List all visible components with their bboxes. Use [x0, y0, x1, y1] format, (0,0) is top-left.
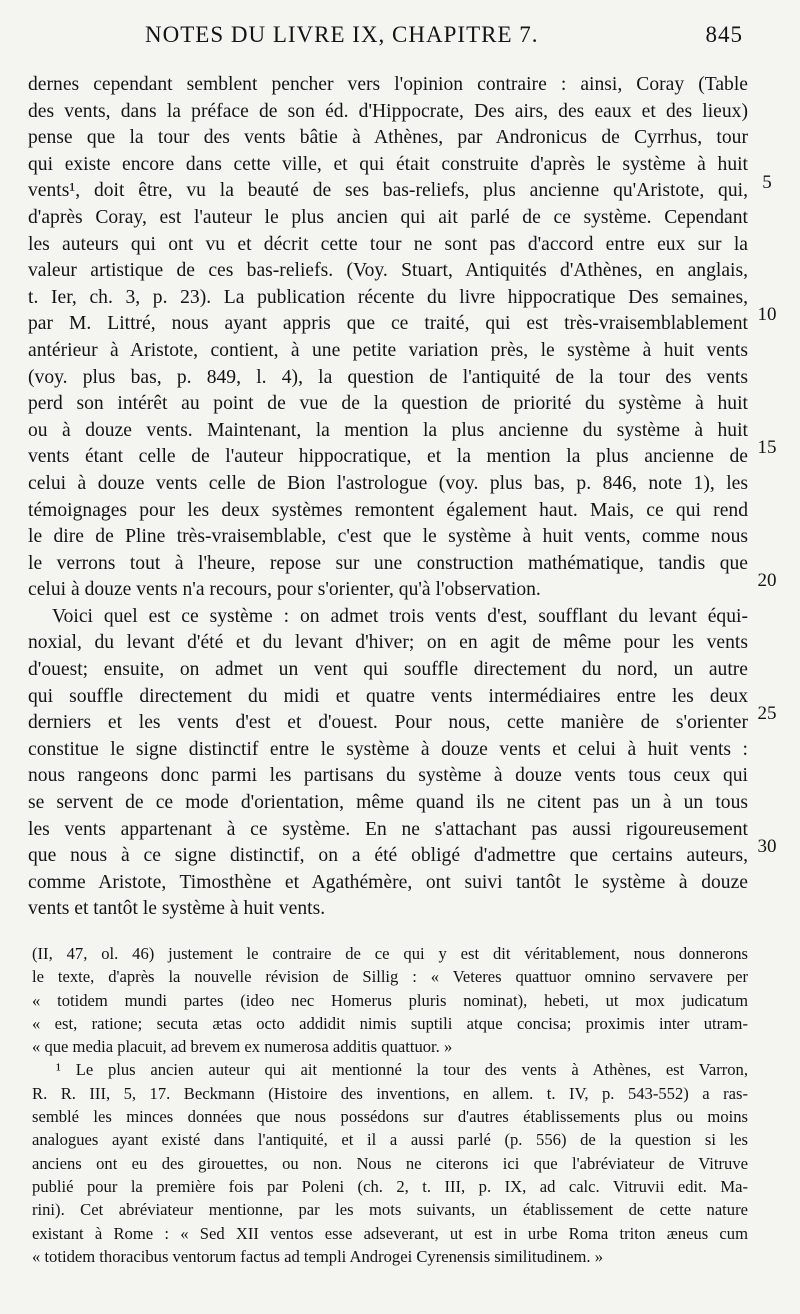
text-line: le verrons tout à l'heure, repose sur une construction mathématique, tandis que — [28, 552, 748, 574]
text-line: nous rangeons donc parmi les partisans du système à douze vents tous ceux qui — [28, 765, 748, 787]
footnote-line: publié pour la première fois par Poleni (ch. 2, t. III, p. IX, ad calc. Vitruvii edit. Ma- — [32, 1176, 748, 1196]
line-number: 25 — [757, 703, 777, 724]
text-line: constitue le signe distinctif entre le système à douze vents et celui à huit vents : — [28, 738, 748, 760]
text-line: des vents, dans la préface de son éd. d'Hippocrate, Des airs, des eaux et des lieux) — [28, 100, 748, 122]
footnote-line: semblé les minces données que nous possédons sur d'autres établissements plus ou moins — [32, 1107, 748, 1127]
text-line: que nous à ce signe distinctif, on a été obligé d'admettre que certains auteurs, — [28, 845, 748, 867]
text-line: perd son intérêt au point de vue de la question de priorité du système à huit — [28, 393, 748, 415]
line-number: 15 — [757, 437, 777, 458]
footnote-line: « totidem thoracibus ventorum factus ad templi Androgei Cyrenensis similitudinem. » — [32, 1246, 604, 1266]
text-line: valeur artistique de ces bas-reliefs. (Voy. Stuart, Antiquités d'Athènes, en anglais, — [28, 260, 748, 282]
footnote-line: le texte, d'après la nouvelle révision de Sillig : « Veteres quattuor omnino servavere per — [32, 967, 748, 987]
text-line: t. Ier, ch. 3, p. 23). La publication récente du livre hippocratique Des semaines, — [28, 286, 748, 308]
text-line: comme Aristote, Timosthène et Agathémère, ont suivi tantôt le système à douze — [28, 871, 748, 893]
text-line: Voici quel est ce système : on admet trois vents d'est, soufflant du levant équi- — [52, 605, 748, 627]
line-number: 20 — [757, 570, 777, 591]
text-line: (voy. plus bas, p. 849, l. 4), la question de l'antiquité de la tour des vents — [28, 366, 748, 388]
line-number: 30 — [757, 836, 777, 857]
text-line: le dire de Pline très-vraisemblable, c'est que le système à huit vents, comme nous — [28, 526, 748, 548]
footnote-line: existant à Rome : « Sed XII ventos esse adseverant, ut est in urbe Roma triton æneus cum — [32, 1223, 748, 1243]
text-line: vents et tantôt le système à huit vents. — [28, 898, 326, 920]
text-line: ou à douze vents. Maintenant, la mention la plus ancienne du système à huit — [28, 419, 748, 441]
text-line: vents¹, doit être, vu la beauté de ses bas-reliefs, plus ancienne qu'Aristote, qui, — [28, 180, 748, 202]
footnote-line: « totidem mundi partes (ideo nec Homerus pluris nominat), hebeti, ut mox judicatum — [32, 990, 748, 1010]
footnote-line: « que media placuit, ad brevem ex numerosa additis quattuor. » — [32, 1037, 453, 1057]
footnote-line: R. R. III, 5, 17. Beckmann (Histoire des inventions, en allem. t. IV, p. 543-552) a ras- — [32, 1083, 748, 1103]
footnote-line: anciens ont eu des girouettes, ou non. Nous ne citerons ici que l'abréviateur de Vitruve — [32, 1153, 748, 1173]
line-number: 5 — [762, 172, 772, 193]
text-line: les vents appartenant à ce système. En ne s'attachant pas aussi rigoureusement — [28, 818, 748, 840]
footnote-line: « est, ratione; secuta ætas octo addidit nimis suptili atque concisa; proximis inter utram- — [32, 1013, 748, 1033]
text-line: vents étant celle de l'auteur hippocratique, et la mention la plus ancienne de — [28, 446, 748, 468]
text-line: témoignages pour les deux systèmes remontent également haut. Mais, ce qui rend — [28, 499, 748, 521]
text-line: antérieur à Aristote, contient, à une petite variation près, le système à huit vents — [28, 339, 748, 361]
text-line: d'ouest; ensuite, on admet un vent qui souffle directement du nord, un autre — [28, 659, 748, 681]
line-number: 10 — [757, 304, 777, 325]
text-line: celui à douze vents n'a recours, pour s'orienter, qu'à l'observation. — [28, 579, 541, 601]
footnote-line: rini). Cet abréviateur mentionne, par les mots suivants, un établissement de cette nature — [32, 1200, 748, 1220]
text-line: d'après Coray, est l'auteur le plus ancien qui ait parlé de ce système. Cependant — [28, 206, 748, 228]
text-line: derniers et les vents d'est et d'ouest. Pour nous, cette manière de s'orienter — [28, 712, 748, 734]
text-line: dernes cependant semblent pencher vers l'opinion contraire : ainsi, Coray (Table — [28, 74, 748, 95]
text-line: noxial, du levant d'été et du levant d'hiver; on en agit de même pour les vents — [28, 632, 748, 654]
text-line: qui existe encore dans cette ville, et qui était construite d'après le système à huit — [28, 153, 748, 175]
text-line: les auteurs qui ont vu et décrit cette tour ne sont pas d'accord entre eux sur la — [28, 233, 748, 255]
running-title: NOTES DU LIVRE IX, CHAPITRE 7. — [145, 22, 539, 47]
text-line: par M. Littré, nous ayant appris que ce traité, qui est très-vraisemblablement — [28, 313, 748, 335]
page-number: 845 — [705, 22, 743, 47]
text-line: qui souffle directement du midi et quatre vents intermédiaires entre les deux — [28, 685, 748, 707]
text-line: celui à douze vents celle de Bion l'astrologue (voy. plus bas, p. 846, note 1), les — [28, 472, 748, 494]
text-line: pense que la tour des vents bâtie à Athènes, par Andronicus de Cyrrhus, tour — [28, 127, 748, 149]
main-text — [28, 72, 748, 923]
footnotes — [32, 942, 748, 1268]
text-line: se servent de ce mode d'orientation, même quand ils ne citent pas un à un tous — [28, 792, 748, 814]
footnote-line: (II, 47, ol. 46) justement le contraire de ce qui y est dit véritablement, nous donnerons — [32, 944, 748, 963]
footnote-line: analogues ayant existé dans l'antiquité, et il a aussi parlé (p. 556) de la question si les — [32, 1130, 748, 1150]
footnote-line: ¹ Le plus ancien auteur qui ait mentionné la tour des vents à Athènes, est Varron, — [56, 1060, 748, 1080]
